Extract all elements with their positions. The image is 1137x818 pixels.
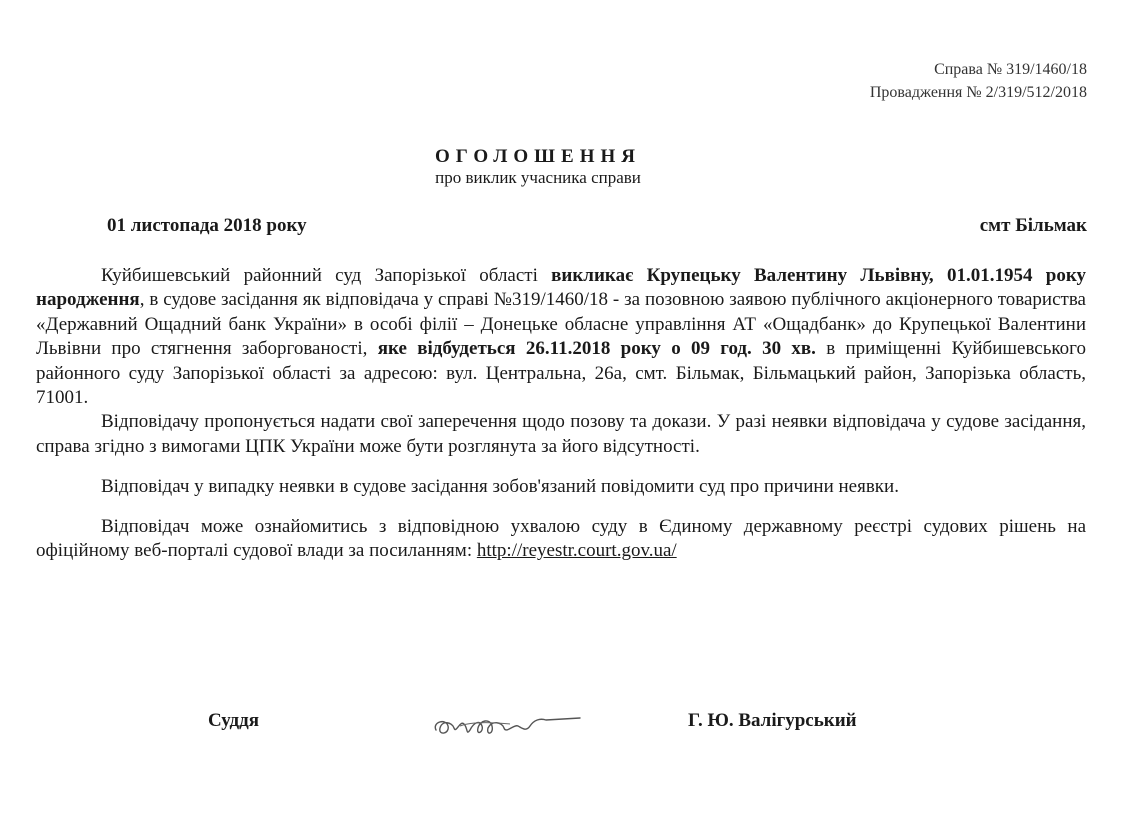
summons-address: в приміщенні Куйбишевського районного суду Запорізької області за адресою: вул. Центральна, 26а, смт. Більмак, Більмацький район, Запорізька область, 71001. [36,338,1086,409]
paragraph-objections: Відповідачу пропонується надати свої заперечення щодо позову та докази. У разі неявки відповідача у судове засідання, справа згідно з вимогами ЦПК України може бути розглянута за його відсутності. [36,411,1086,457]
paragraph-summons [36,264,1086,410]
notice-date: 01 листопада 2018 року [107,215,307,236]
proceeding-number: Провадження № 2/319/512/2018 [869,84,1087,101]
judge-name: Г. Ю. Валігурський [688,710,857,731]
registry-text: Відповідач може ознайомитись з відповідною ухвалою суду в Єдиному державному реєстрі судових рішень на офіційному веб-порталі судової влади за посиланням: [36,515,1086,562]
notice-title: ОГОЛОШЕННЯ [435,146,641,167]
notice-place: смт Більмак [979,215,1087,236]
date-place-row [107,213,1087,239]
summons-defendant: викликає Крупецьку Валентину Львівну, 01.01.1954 року народження [36,265,1086,311]
notice-heading [0,146,1076,188]
notice-subtitle: про виклик учасника справи [435,168,641,187]
handwritten-signature [430,706,590,740]
summons-hearing-time: яке відбудеться 26.11.2018 року о 09 год. 30 хв. [377,338,816,360]
case-reference [870,58,1087,104]
judge-label: Суддя [208,710,260,731]
paragraph-absence-notice: Відповідач у випадку неявки в судове засідання зобов'язаний повідомити суд про причини неявки. [101,476,899,498]
summons-court: Куйбишевський районний суд Запорізької області [101,265,552,286]
signature-row [0,706,1137,740]
registry-link[interactable]: http://reyestr.court.gov.ua/ [476,540,677,562]
case-number: Справа № 319/1460/18 [934,61,1087,78]
paragraph-registry [36,515,1086,564]
summons-case-details: , в судове засідання як відповідача у справі №319/1460/18 - за позовною заявою публічного акціонерного товариства «Державний Ощадний банк України» в особі філії – Донецьке обласне управління АТ «Ощадбанк» до Крупецької Валентини Львівни про стягнення заборгованості, [36,289,1086,360]
notice-body [36,264,1086,563]
